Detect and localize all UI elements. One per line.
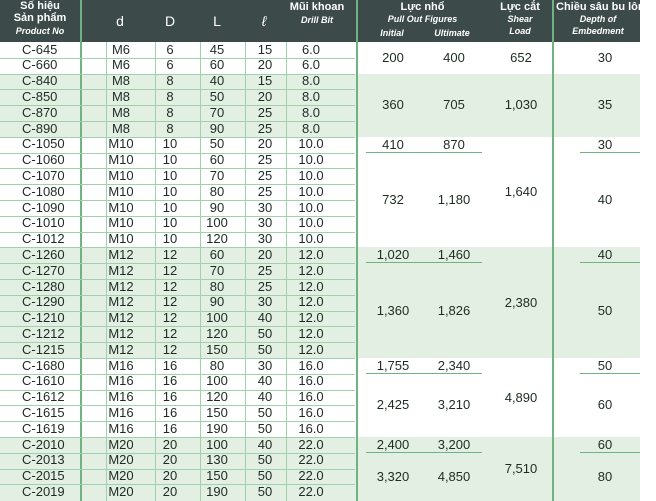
cell-d: M10: [108, 152, 134, 168]
cell-D: 16: [162, 357, 178, 373]
cell-product: C-2013: [22, 452, 65, 468]
cell-L: 80: [209, 183, 225, 199]
cell-l: 30: [257, 357, 273, 373]
cell-D: 20: [162, 468, 178, 484]
cell-l: 50: [257, 468, 273, 484]
cell-d: M20: [108, 483, 134, 499]
depth-underline: [580, 452, 640, 453]
initial-value: 2,425: [376, 397, 410, 413]
cell-L: 60: [209, 152, 225, 168]
cell-D: 10: [162, 183, 178, 199]
initial-value: 2,400: [376, 436, 410, 452]
header-initial: Initial: [380, 28, 404, 38]
ultimate-value: 705: [443, 97, 465, 113]
cell-d: M8: [111, 104, 131, 120]
pullout-underline: [366, 373, 482, 374]
depth-value: 40: [597, 192, 613, 207]
cell-D: 8: [166, 88, 174, 104]
cell-D: 8: [166, 104, 174, 120]
cell-product: C-1290: [22, 294, 65, 310]
cell-D: 10: [162, 167, 178, 183]
ultimate-value: 3,210: [437, 397, 471, 413]
cell-d: M6: [111, 41, 131, 57]
cell-d: M20: [108, 436, 134, 452]
cell-d: M16: [108, 404, 134, 420]
header-drill-en: Drill Bit: [300, 15, 333, 25]
cell-product: C-1270: [22, 262, 65, 278]
cell-L: 150: [206, 404, 228, 420]
shear-value: 4,890: [504, 389, 538, 405]
cell-D: 20: [162, 452, 178, 468]
cell-L: 100: [206, 310, 228, 326]
cell-l: 50: [257, 483, 273, 499]
cell-d: M10: [108, 183, 134, 199]
cell-d: M16: [108, 420, 134, 436]
cell-D: 12: [162, 325, 178, 341]
cell-product: C-1050: [22, 136, 65, 152]
cell-D: 10: [162, 152, 178, 168]
cell-drill: 12.0: [298, 341, 324, 357]
pullout-underline: [366, 152, 482, 153]
cell-product: C-1215: [22, 341, 65, 357]
cell-D: 12: [162, 341, 178, 357]
cell-l: 40: [257, 389, 273, 405]
ultimate-value: 400: [443, 49, 465, 65]
header-depth-en-1: Depth of: [579, 14, 617, 24]
cell-drill: 22.0: [298, 436, 324, 452]
header-L: L: [213, 13, 221, 29]
cell-L: 150: [206, 468, 228, 484]
cell-l: 50: [257, 452, 273, 468]
column-divider-1: [356, 0, 358, 501]
cell-L: 80: [209, 357, 225, 373]
cell-l: 50: [257, 341, 273, 357]
header-l-symbol: ℓ: [261, 13, 267, 29]
cell-drill: 6.0: [301, 57, 321, 73]
cell-D: 8: [166, 120, 174, 136]
cell-drill: 22.0: [298, 468, 324, 484]
cell-l: 25: [257, 278, 273, 294]
cell-L: 90: [209, 199, 225, 215]
cell-product: C-1012: [22, 231, 65, 247]
cell-product: C-890: [22, 120, 58, 136]
depth-value: 50: [597, 357, 613, 373]
cell-drill: 8.0: [301, 73, 321, 89]
cell-drill: 12.0: [298, 246, 324, 262]
cell-D: 10: [162, 215, 178, 231]
cell-L: 70: [209, 104, 225, 120]
cell-l: 40: [257, 373, 273, 389]
header-ultimate: Ultimate: [434, 28, 470, 38]
cell-L: 60: [209, 57, 225, 73]
cell-drill: 12.0: [298, 278, 324, 294]
cell-l: 50: [257, 404, 273, 420]
cell-L: 100: [206, 215, 228, 231]
header-shear-en-2: Load: [509, 26, 531, 36]
cell-d: M8: [111, 73, 131, 89]
cell-d: M8: [111, 120, 131, 136]
cell-drill: 10.0: [298, 136, 324, 152]
cell-drill: 12.0: [298, 294, 324, 310]
cell-product: C-870: [22, 104, 58, 120]
shear-value: 2,380: [504, 294, 538, 310]
cell-D: 10: [162, 199, 178, 215]
cell-L: 120: [206, 389, 228, 405]
cell-D: 8: [166, 73, 174, 89]
cell-product: C-660: [22, 57, 58, 73]
cell-product: C-1010: [22, 215, 65, 231]
cell-product: C-645: [22, 41, 58, 57]
cell-product: C-1610: [22, 373, 65, 389]
depth-value: 30: [597, 49, 613, 65]
cell-product: C-1619: [22, 420, 65, 436]
cell-L: 70: [209, 262, 225, 278]
cell-D: 16: [162, 389, 178, 405]
cell-drill: 22.0: [298, 452, 324, 468]
header-product-en: Product No: [15, 26, 65, 36]
ultimate-value: 870: [443, 136, 465, 152]
shear-value: 652: [510, 49, 532, 65]
cell-l: 30: [257, 215, 273, 231]
cell-drill: 10.0: [298, 183, 324, 199]
shear-value: 1,640: [504, 184, 538, 200]
cell-drill: 22.0: [298, 483, 324, 499]
cell-D: 10: [162, 231, 178, 247]
cell-product: C-2010: [22, 436, 65, 452]
depth-value: 80: [597, 468, 613, 484]
cell-d: M12: [108, 325, 134, 341]
cell-l: 20: [257, 246, 273, 262]
cell-D: 16: [162, 404, 178, 420]
initial-value: 360: [382, 97, 404, 113]
cell-l: 20: [257, 136, 273, 152]
cell-l: 15: [257, 73, 273, 89]
cell-l: 25: [257, 104, 273, 120]
cell-drill: 12.0: [298, 325, 324, 341]
cell-L: 190: [206, 483, 228, 499]
cell-l: 30: [257, 231, 273, 247]
cell-drill: 10.0: [298, 199, 324, 215]
cell-L: 50: [209, 136, 225, 152]
cell-D: 10: [162, 136, 178, 152]
header-shear-vi: Lực cắt: [500, 1, 540, 13]
ultimate-value: 1,826: [437, 302, 471, 318]
cell-l: 25: [257, 262, 273, 278]
cell-l: 25: [257, 120, 273, 136]
cell-drill: 12.0: [298, 262, 324, 278]
cell-d: M20: [108, 452, 134, 468]
cell-L: 90: [209, 120, 225, 136]
cell-d: M12: [108, 310, 134, 326]
cell-product: C-1060: [22, 152, 65, 168]
cell-d: M16: [108, 357, 134, 373]
cell-drill: 6.0: [301, 41, 321, 57]
cell-d: M12: [108, 294, 134, 310]
header-shear-en-1: Shear: [507, 14, 533, 24]
column-divider-2: [552, 0, 554, 501]
depth-underline: [580, 262, 640, 263]
header-depth-en-2: Embedment: [572, 26, 624, 36]
cell-product: C-840: [22, 73, 58, 89]
cell-product: C-1070: [22, 167, 65, 183]
cell-drill: 10.0: [298, 167, 324, 183]
depth-value: 60: [597, 436, 613, 452]
initial-value: 410: [382, 136, 404, 152]
cell-D: 6: [166, 41, 174, 57]
depth-value: 30: [597, 136, 613, 152]
cell-L: 40: [209, 73, 225, 89]
cell-d: M12: [108, 262, 134, 278]
cell-L: 70: [209, 167, 225, 183]
header-pullout-vi: Lực nhổ: [400, 1, 445, 13]
cell-L: 45: [209, 41, 225, 57]
cell-D: 20: [162, 483, 178, 499]
header-product-vi-2: Sản phẩm: [13, 12, 67, 24]
cell-D: 12: [162, 294, 178, 310]
cell-d: M20: [108, 468, 134, 484]
cell-product: C-1615: [22, 404, 65, 420]
depth-value: 60: [597, 397, 613, 413]
cell-L: 80: [209, 278, 225, 294]
cell-l: 30: [257, 294, 273, 310]
cell-l: 15: [257, 41, 273, 57]
cell-product: C-1280: [22, 278, 65, 294]
cell-L: 60: [209, 246, 225, 262]
cell-product: C-2019: [22, 483, 65, 499]
cell-drill: 16.0: [298, 357, 324, 373]
cell-drill: 8.0: [301, 88, 321, 104]
cell-d: M16: [108, 373, 134, 389]
header-pullout-en: Pull Out Figures: [387, 14, 458, 24]
cell-d: M12: [108, 246, 134, 262]
table-header: [0, 0, 652, 42]
depth-underline: [580, 152, 640, 153]
cell-l: 40: [257, 436, 273, 452]
cell-product: C-1260: [22, 246, 65, 262]
ultimate-value: 4,850: [437, 468, 471, 484]
shear-value: 1,030: [504, 97, 538, 113]
depth-value: 40: [597, 247, 613, 263]
cell-d: M10: [108, 215, 134, 231]
initial-value: 3,320: [376, 468, 410, 484]
cell-L: 100: [206, 373, 228, 389]
cell-l: 50: [257, 420, 273, 436]
cell-d: M12: [108, 341, 134, 357]
cell-l: 30: [257, 199, 273, 215]
cell-drill: 10.0: [298, 215, 324, 231]
cell-drill: 10.0: [298, 231, 324, 247]
cell-l: 20: [257, 57, 273, 73]
cell-L: 150: [206, 341, 228, 357]
header-drill-vi: Mũi khoan: [289, 1, 345, 13]
cell-drill: 12.0: [298, 310, 324, 326]
cell-drill: 16.0: [298, 404, 324, 420]
depth-value: 35: [597, 97, 613, 113]
cell-drill: 8.0: [301, 104, 321, 120]
cell-product: C-2015: [22, 468, 65, 484]
cell-l: 25: [257, 183, 273, 199]
cell-d: M12: [108, 278, 134, 294]
cell-drill: 16.0: [298, 389, 324, 405]
cell-L: 120: [206, 231, 228, 247]
cell-L: 90: [209, 294, 225, 310]
cell-L: 50: [209, 88, 225, 104]
cell-l: 25: [257, 167, 273, 183]
cell-product: C-1210: [22, 310, 65, 326]
cell-d: M6: [111, 57, 131, 73]
cell-product: C-1212: [22, 325, 65, 341]
cell-L: 190: [206, 420, 228, 436]
cell-drill: 8.0: [301, 120, 321, 136]
cell-drill: 16.0: [298, 373, 324, 389]
shear-value: 7,510: [504, 460, 538, 476]
cell-d: M10: [108, 136, 134, 152]
cell-product: C-1090: [22, 199, 65, 215]
cell-product: C-1080: [22, 183, 65, 199]
cell-l: 50: [257, 325, 273, 341]
initial-value: 732: [382, 192, 404, 207]
cell-D: 12: [162, 262, 178, 278]
cell-D: 12: [162, 246, 178, 262]
cell-L: 100: [206, 436, 228, 452]
cell-product: C-1680: [22, 357, 65, 373]
cell-L: 130: [206, 452, 228, 468]
cell-D: 20: [162, 436, 178, 452]
header-depth-vi: Chiều sâu bu lông: [556, 1, 652, 13]
cell-drill: 16.0: [298, 420, 324, 436]
cell-product: C-850: [22, 88, 58, 104]
cell-l: 25: [257, 152, 273, 168]
cell-d: M10: [108, 167, 134, 183]
depth-value: 50: [597, 302, 613, 318]
initial-value: 200: [382, 49, 404, 65]
cell-D: 12: [162, 278, 178, 294]
ultimate-value: 1,180: [437, 192, 471, 207]
header-product-vi-1: Số hiệu: [20, 0, 60, 12]
header-D: D: [164, 13, 176, 29]
ultimate-value: 1,460: [437, 247, 471, 263]
cell-L: 120: [206, 325, 228, 341]
cell-d: M10: [108, 199, 134, 215]
cell-d: M10: [108, 231, 134, 247]
ultimate-value: 2,340: [437, 357, 471, 373]
cell-d: M16: [108, 389, 134, 405]
pullout-underline: [366, 262, 482, 263]
cell-product: C-1612: [22, 389, 65, 405]
pullout-underline: [366, 452, 482, 453]
ultimate-value: 3,200: [437, 436, 471, 452]
cell-D: 16: [162, 420, 178, 436]
initial-value: 1,020: [376, 247, 410, 263]
cell-D: 12: [162, 310, 178, 326]
depth-underline: [580, 373, 640, 374]
cell-drill: 10.0: [298, 152, 324, 168]
cell-D: 16: [162, 373, 178, 389]
initial-value: 1,360: [376, 302, 410, 318]
cell-d: M8: [111, 88, 131, 104]
initial-value: 1,755: [376, 357, 410, 373]
cell-D: 6: [166, 57, 174, 73]
cell-l: 40: [257, 310, 273, 326]
header-d: d: [116, 13, 124, 29]
cell-l: 20: [257, 88, 273, 104]
